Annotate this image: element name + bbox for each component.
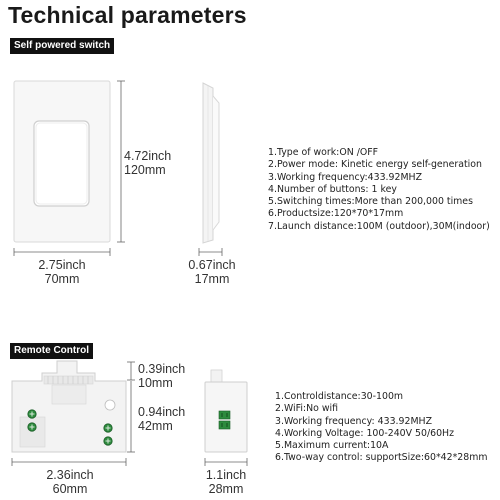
switch-depth-inch: 0.67inch (188, 258, 236, 272)
spec-item: 5.Switching times:More than 200,000 times (268, 196, 473, 208)
spec-item: 3.Working frequency:433.92MHZ (268, 171, 423, 183)
switch-depth-mm: 17mm (194, 272, 230, 286)
receiver-top-inch: 0.39inch (138, 362, 186, 376)
switch-width-mm: 70mm (44, 272, 80, 286)
receiver-top-label (138, 362, 185, 390)
page-title: Technical parameters (8, 2, 247, 28)
switch-width-label (26, 258, 98, 286)
spec-item: 4.Working Voltage: 100-240V 50/60Hz (275, 427, 455, 439)
spec-item: 1.Type of work:ON /OFF (268, 147, 379, 158)
receiver-height-dimension (127, 362, 135, 452)
switch-side-illustration (203, 83, 219, 243)
receiver-height-label (138, 405, 185, 433)
switch-height-mm: 120mm (124, 163, 166, 177)
receiver-height-mm: 42mm (138, 419, 173, 433)
receiver-width-inch: 2.36inch (46, 468, 94, 482)
receiver-depth-inch: 1.1inch (205, 468, 247, 482)
section-badge-self-powered-switch: Self powered switch (10, 38, 114, 54)
receiver-width-mm: 60mm (52, 482, 88, 496)
switch-front-illustration (14, 81, 110, 242)
spec-item: 7.Launch distance:100M (outdoor),30M(indoor) (268, 220, 490, 232)
receiver-height-inch: 0.94inch (138, 405, 186, 419)
spec-item: 3.Working frequency: 433.92MHZ (275, 415, 433, 427)
switch-depth-label (186, 258, 238, 286)
switch-spec-list (268, 147, 490, 233)
spec-item: 4.Number of buttons: 1 key (268, 183, 397, 195)
spec-item: 2.WiFi:No wifi (275, 403, 338, 415)
switch-height-label (124, 149, 171, 177)
spec-item: 1.Controldistance:30-100m (275, 391, 404, 402)
receiver-width-label (34, 468, 106, 496)
receiver-depth-label (201, 468, 251, 496)
section-badge-remote-control: Remote Control (10, 343, 93, 359)
receiver-depth-mm: 28mm (208, 482, 244, 496)
receiver-top-mm: 10mm (138, 376, 173, 390)
receiver-side-illustration (205, 370, 247, 452)
spec-item: 5.Maximum current:10A (275, 440, 389, 452)
switch-depth-dimension (199, 248, 222, 256)
spec-item: 6.Productsize:120*70*17mm (268, 208, 404, 220)
receiver-width-dimension (12, 458, 126, 466)
switch-height-inch: 4.72inch (124, 149, 172, 163)
receiver-depth-dimension (205, 458, 247, 466)
switch-width-inch: 2.75inch (38, 258, 86, 272)
spec-item: 6.Two-way control: supportSize:60*42*28mm (275, 452, 488, 464)
receiver-front-illustration (12, 361, 126, 452)
switch-width-dimension (14, 248, 110, 256)
spec-item: 2.Power mode: Kinetic energy self-generation (268, 159, 482, 171)
receiver-spec-list (275, 391, 487, 465)
